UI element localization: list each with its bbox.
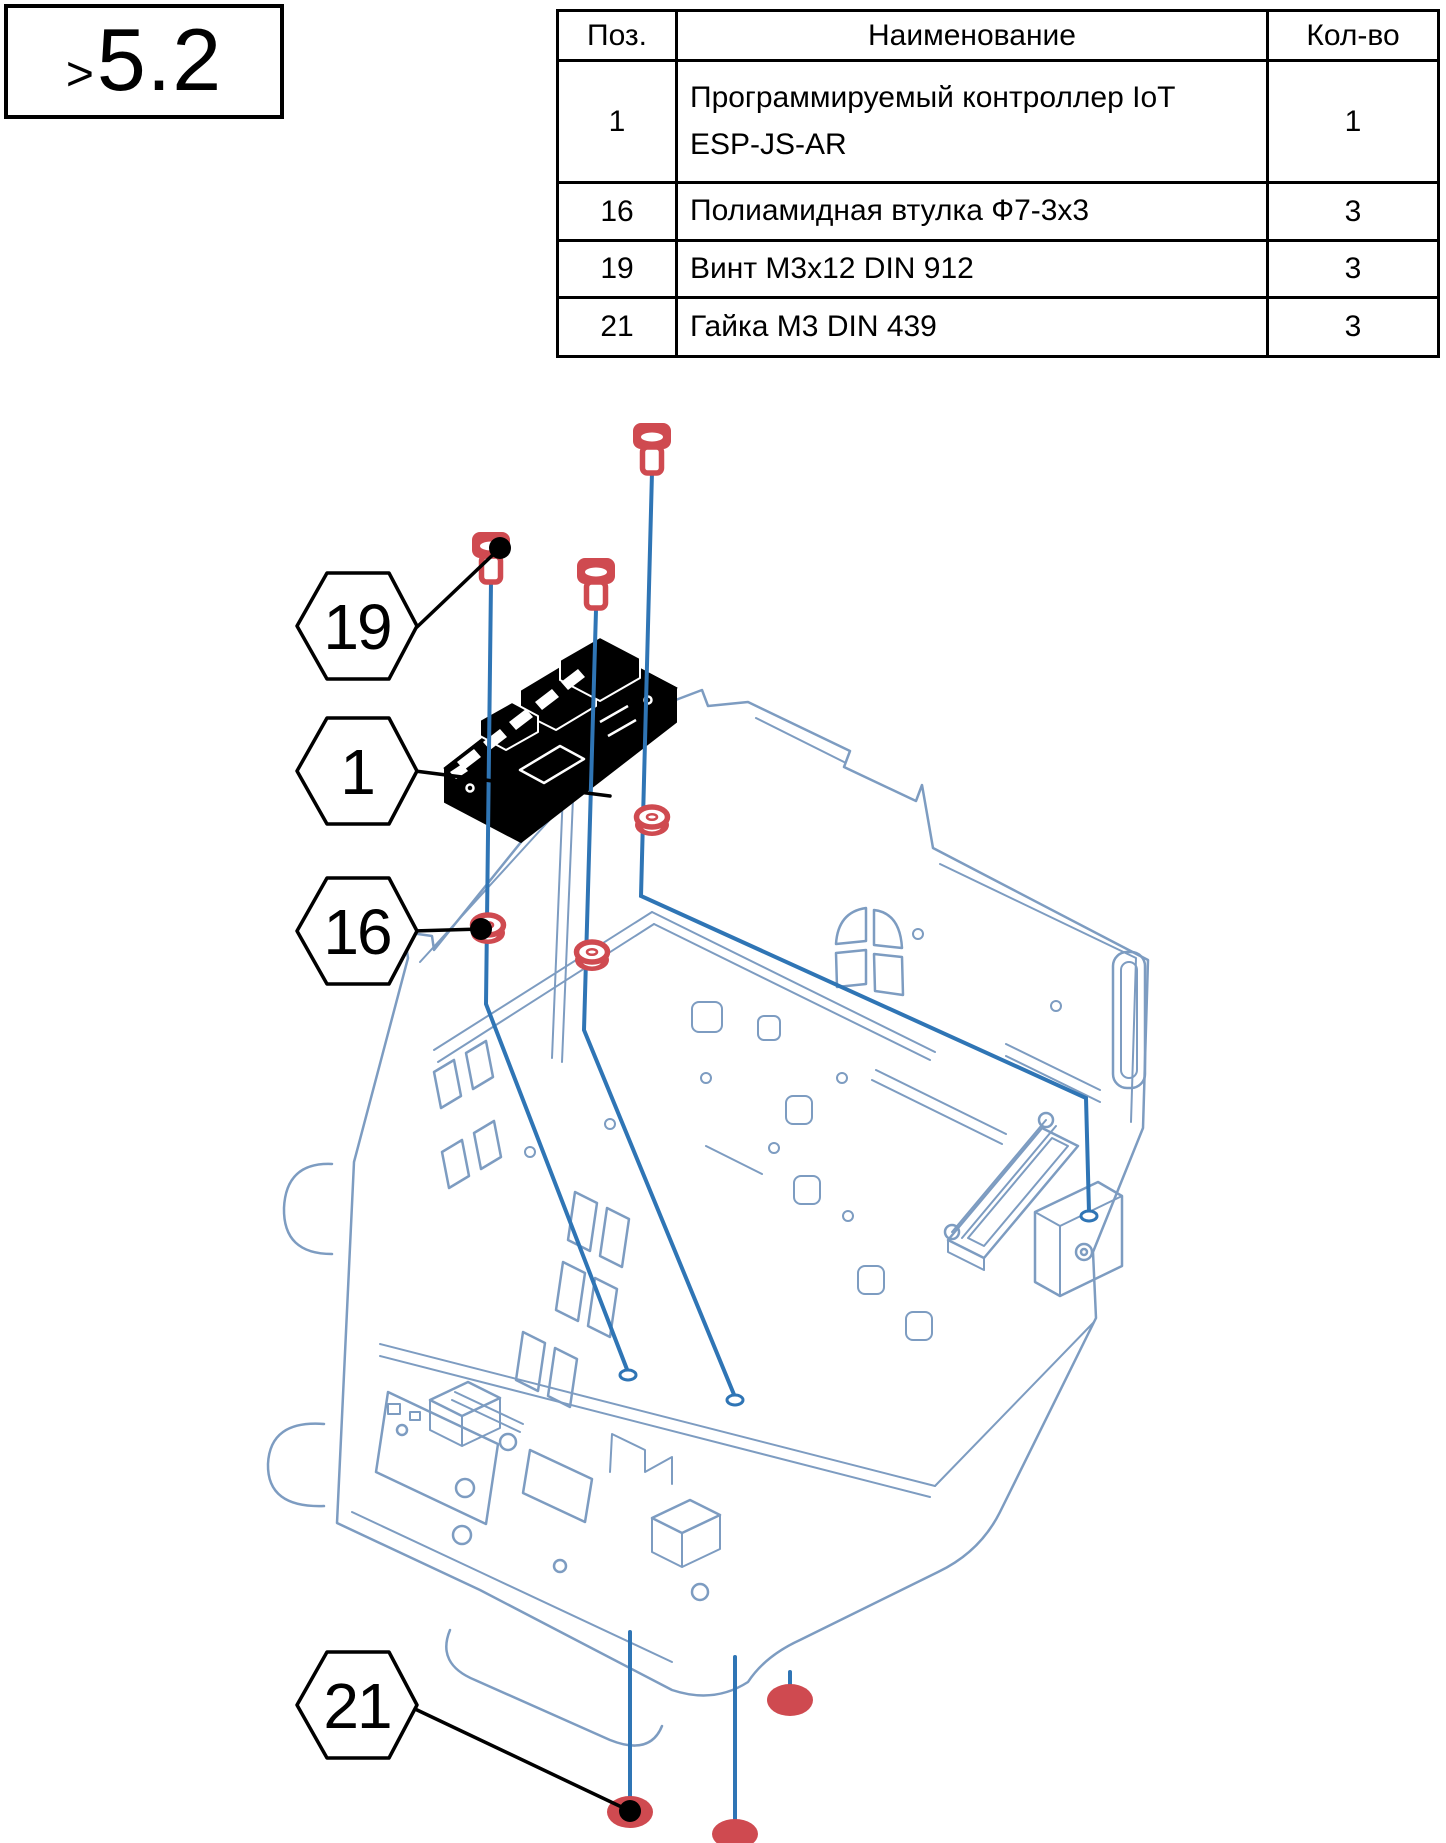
row-name-line2: ESP-JS-AR	[690, 127, 847, 161]
mount-hole-3	[1081, 1211, 1097, 1221]
guide-line-3	[641, 472, 1089, 1212]
front-panel-details	[376, 1382, 720, 1600]
step-arrow: >	[65, 48, 94, 101]
leader-21	[415, 1709, 630, 1811]
callout-hex-1	[297, 718, 417, 824]
motor-knob-lower	[268, 1424, 324, 1506]
arched-window	[836, 908, 903, 995]
callout-hex-21	[297, 1652, 417, 1758]
vent-slots-left	[434, 1041, 501, 1188]
nut-1	[767, 1684, 813, 1716]
mount-hole-1	[620, 1370, 636, 1380]
screw-3	[633, 423, 671, 473]
row-qty: 3	[1268, 298, 1439, 357]
callout-label: 21	[323, 1670, 391, 1742]
motor-knob-upper	[284, 1164, 332, 1254]
row-pos: 1	[558, 61, 677, 183]
screw-2	[577, 558, 615, 608]
callout-label: 16	[323, 896, 391, 968]
row-pos: 16	[558, 183, 677, 241]
header-name: Наименование	[677, 11, 1268, 61]
row-name: Полиамидная втулка Ф7-3х3	[677, 183, 1268, 241]
leader-19	[417, 548, 500, 627]
row-qty: 3	[1268, 183, 1439, 241]
header-pos: Поз.	[558, 11, 677, 61]
right-wall-details	[1006, 952, 1145, 1296]
screws-group	[472, 423, 671, 608]
row-name: Винт М3х12 DIN 912	[677, 241, 1268, 298]
display-module	[945, 1113, 1078, 1270]
mount-hole-2	[727, 1395, 743, 1405]
chassis-drawing	[268, 690, 1148, 1746]
callout-hex-16	[297, 878, 417, 984]
bushing-2	[575, 942, 609, 971]
leader-dot-19	[489, 537, 511, 559]
row-qty: 1	[1268, 61, 1439, 183]
leader-dot-16	[470, 918, 492, 940]
step-number: 5.2	[96, 10, 223, 109]
row-qty: 3	[1268, 241, 1439, 298]
row-name-line1: Программируемый контроллер IoT	[690, 81, 1176, 114]
bushing-3	[635, 807, 669, 836]
callout-hex-19	[297, 573, 417, 679]
callout-label: 1	[340, 736, 374, 808]
nut-3	[712, 1819, 758, 1843]
header-qty: Кол-во	[1268, 11, 1439, 61]
row-pos: 21	[558, 298, 677, 357]
callout-label: 19	[323, 591, 391, 663]
row-name: Гайка М3 DIN 439	[677, 298, 1268, 357]
nuts-group	[607, 1684, 813, 1843]
row-pos: 19	[558, 241, 677, 298]
leader-dot-21	[619, 1800, 641, 1822]
